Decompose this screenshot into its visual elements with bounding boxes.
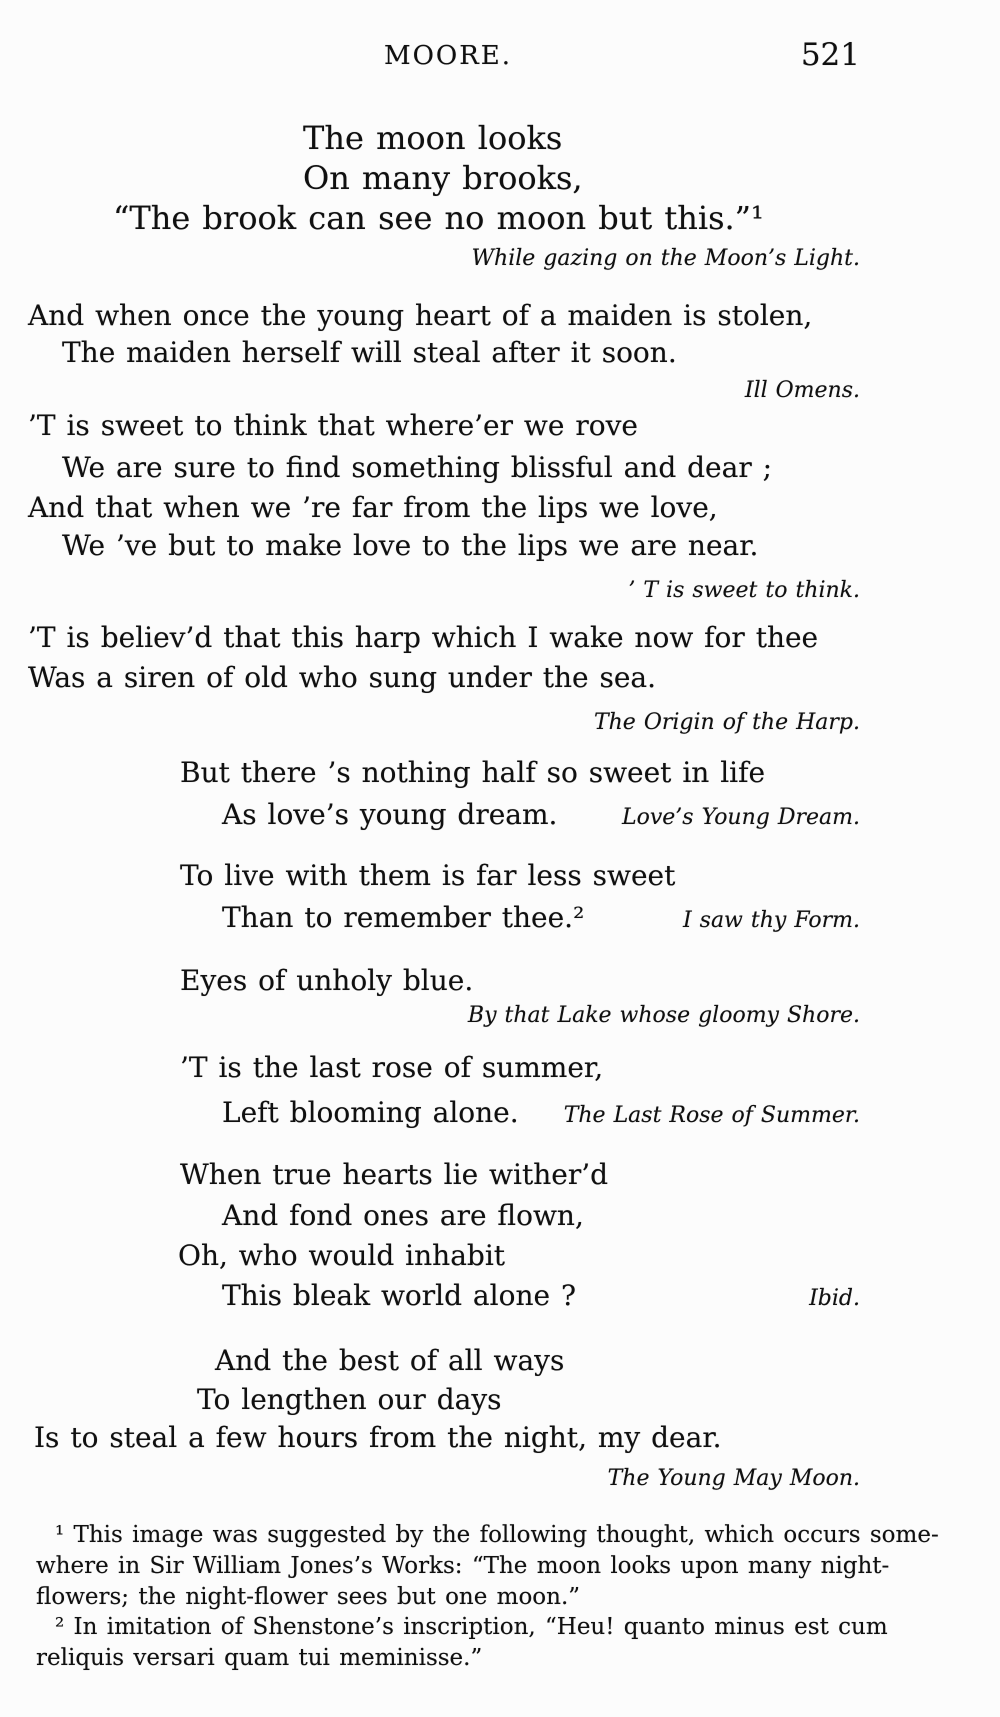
- footnote-line: ¹ This image was suggested by the following thought, which occurs some-: [55, 1522, 939, 1548]
- page-number: 521: [800, 37, 860, 73]
- quote-line: ’T is sweet to think that where’er we rove: [28, 409, 638, 442]
- quote-line: Than to remember thee.²: [222, 901, 585, 934]
- source-attribution: ’ T is sweet to think.: [628, 578, 860, 603]
- source-attribution: The Last Rose of Summer.: [563, 1103, 860, 1128]
- source-attribution: The Young May Moon.: [607, 1466, 860, 1491]
- quote-line: On many brooks,: [303, 159, 583, 197]
- quote-line: And the best of all ways: [215, 1344, 565, 1377]
- footnote-line: ² In imitation of Shenstone’s inscription, “Heu! quanto minus est cum: [55, 1614, 888, 1640]
- footnote-line: reliquis versari quam tui meminisse.”: [36, 1645, 483, 1671]
- source-attribution: The Origin of the Harp.: [593, 710, 860, 735]
- quote-line: Was a siren of old who sung under the sea.: [28, 661, 657, 694]
- quote-line: ’T is believ’d that this harp which I wake now for thee: [28, 621, 819, 654]
- footnote-line: flowers; the night-flower sees but one moon.”: [36, 1584, 581, 1610]
- quote-line: We are sure to find something blissful and dear ;: [62, 451, 773, 484]
- source-attribution: While gazing on the Moon’s Light.: [471, 246, 860, 271]
- quote-line: But there ’s nothing half so sweet in life: [180, 756, 766, 789]
- quote-line: And that when we ’re far from the lips we love,: [28, 491, 718, 524]
- quote-line: We ’ve but to make love to the lips we are near.: [62, 529, 759, 562]
- quote-line: The maiden herself will steal after it soon.: [62, 336, 677, 369]
- quote-line: When true hearts lie wither’d: [180, 1158, 609, 1191]
- quote-line: Is to steal a few hours from the night, my dear.: [34, 1421, 722, 1454]
- running-head-title: MOORE.: [383, 41, 513, 71]
- quote-line: And fond ones are flown,: [222, 1199, 584, 1232]
- footnote-line: where in Sir William Jones’s Works: “The moon looks upon many night-: [36, 1553, 890, 1579]
- quote-line: To live with them is far less sweet: [180, 859, 676, 892]
- source-attribution: Love’s Young Dream.: [622, 805, 860, 830]
- quote-line: Eyes of unholy blue.: [180, 964, 474, 997]
- quote-line: And when once the young heart of a maiden is stolen,: [28, 299, 813, 332]
- quote-line: ’T is the last rose of summer,: [180, 1051, 604, 1084]
- quote-line: Left blooming alone.: [222, 1096, 519, 1129]
- source-attribution: Ill Omens.: [744, 378, 860, 403]
- quote-line: The moon looks: [303, 119, 563, 157]
- source-attribution: I saw thy Form.: [682, 908, 860, 933]
- quote-line: To lengthen our days: [197, 1383, 502, 1416]
- quote-line: As love’s young dream.: [222, 798, 558, 831]
- quote-line: Oh, who would inhabit: [178, 1239, 506, 1272]
- quote-line: “The brook can see no moon but this.”¹: [113, 199, 764, 237]
- source-attribution: By that Lake whose gloomy Shore.: [467, 1003, 860, 1028]
- source-attribution: Ibid.: [809, 1286, 860, 1311]
- quote-line: This bleak world alone ?: [222, 1279, 576, 1312]
